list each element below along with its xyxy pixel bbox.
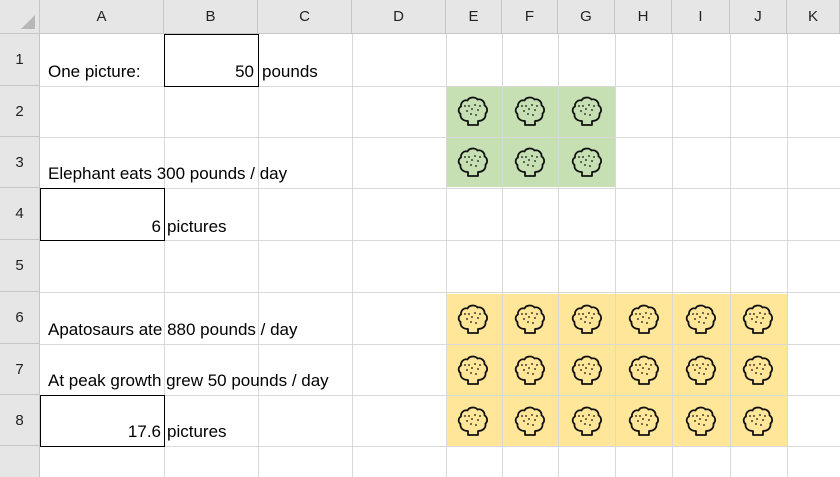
tree-icon: [741, 352, 775, 388]
tree-icon: [741, 403, 775, 439]
tree-icon: [741, 301, 775, 337]
cell-a8[interactable]: 17.6: [127, 422, 161, 441]
cell-a6[interactable]: Apatosaurs ate 880 pounds / day: [48, 320, 298, 339]
col-header-d[interactable]: D: [352, 0, 446, 34]
cell-b8[interactable]: pictures: [167, 422, 227, 441]
col-header-a[interactable]: A: [40, 0, 164, 34]
row-header-3[interactable]: 3: [0, 137, 40, 188]
tree-icon: [513, 301, 547, 337]
tree-icon: [456, 93, 490, 129]
col-header-c[interactable]: C: [258, 0, 352, 34]
tree-icon: [456, 352, 490, 388]
cell-a4[interactable]: 6: [151, 217, 161, 236]
cell-a1[interactable]: One picture:: [48, 62, 141, 81]
cell-c1[interactable]: pounds: [262, 62, 318, 81]
tree-icon: [570, 93, 604, 129]
row-header-5[interactable]: 5: [0, 240, 40, 292]
tree-icon: [684, 403, 718, 439]
col-header-g[interactable]: G: [558, 0, 615, 34]
row-header-4[interactable]: 4: [0, 188, 40, 240]
col-header-e[interactable]: E: [446, 0, 502, 34]
row-header-6[interactable]: 6: [0, 292, 40, 344]
tree-icon: [570, 301, 604, 337]
col-header-h[interactable]: H: [615, 0, 672, 34]
col-header-i[interactable]: I: [672, 0, 730, 34]
tree-icon: [513, 144, 547, 180]
tree-icon: [627, 301, 661, 337]
row-header-8[interactable]: 8: [0, 395, 40, 446]
tree-icon: [684, 352, 718, 388]
cell-b4[interactable]: pictures: [167, 217, 227, 236]
tree-icon: [570, 403, 604, 439]
row-header-2[interactable]: 2: [0, 86, 40, 137]
tree-icon: [513, 93, 547, 129]
tree-icon: [456, 301, 490, 337]
row-header-7[interactable]: 7: [0, 344, 40, 395]
cell-a7[interactable]: At peak growth grew 50 pounds / day: [48, 371, 329, 390]
tree-icon: [627, 403, 661, 439]
cell-a3[interactable]: Elephant eats 300 pounds / day: [48, 164, 288, 183]
col-header-f[interactable]: F: [502, 0, 558, 34]
tree-icon: [570, 144, 604, 180]
col-header-j[interactable]: J: [730, 0, 787, 34]
tree-icon: [456, 144, 490, 180]
tree-icon: [684, 301, 718, 337]
col-header-k[interactable]: K: [787, 0, 840, 34]
tree-icon: [570, 352, 604, 388]
tree-icon: [456, 403, 490, 439]
col-header-b[interactable]: B: [164, 0, 258, 34]
tree-icon: [513, 352, 547, 388]
cell-b1[interactable]: 50: [235, 62, 254, 81]
row-header-1[interactable]: 1: [0, 34, 40, 86]
tree-icon: [513, 403, 547, 439]
tree-icon: [627, 352, 661, 388]
